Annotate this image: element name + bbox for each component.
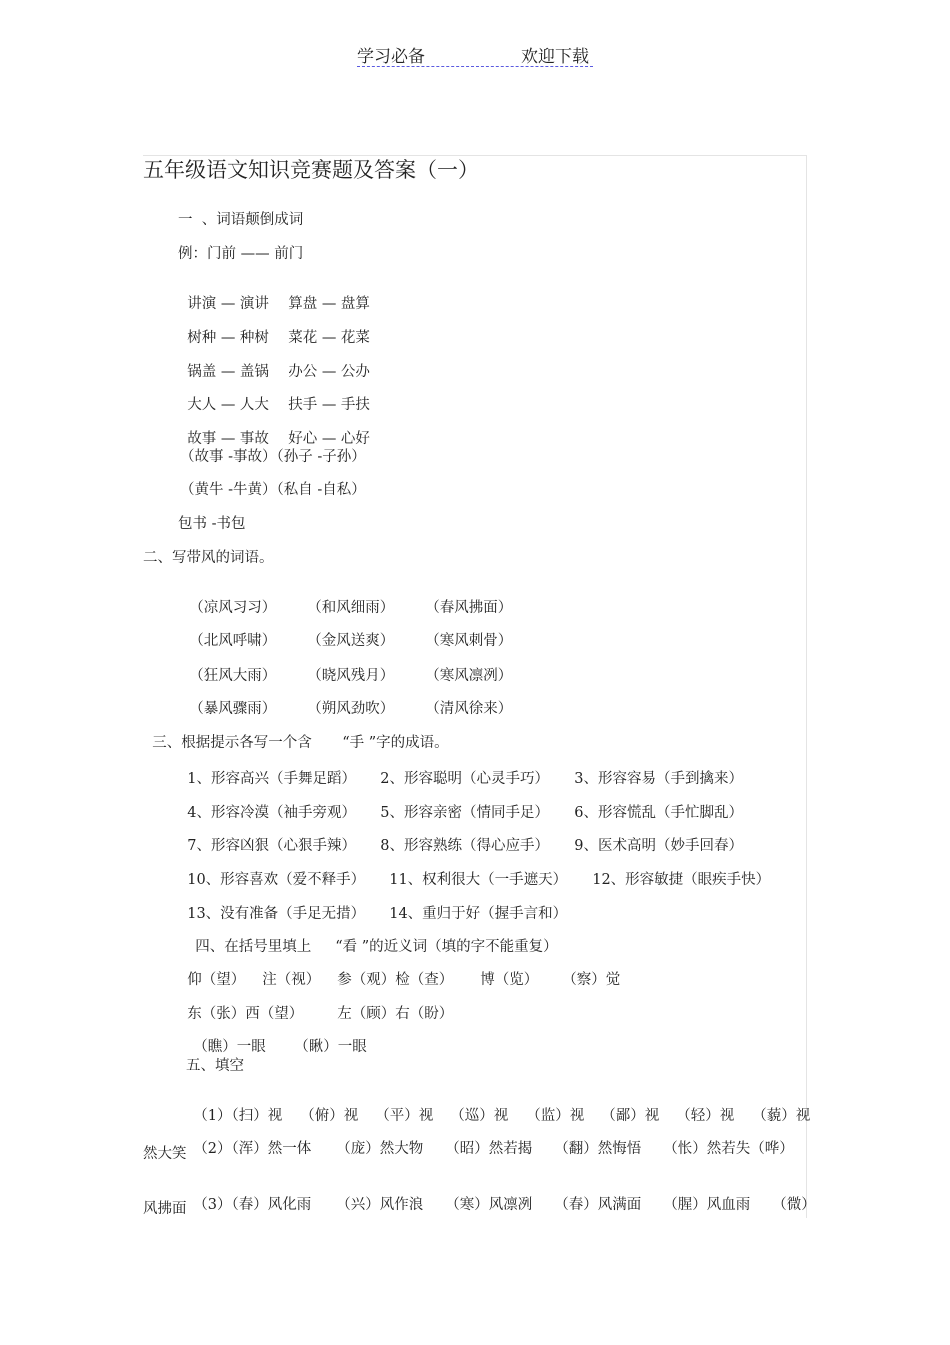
section2-row	[180, 580, 512, 617]
header-right-text: 欢迎下载	[521, 47, 589, 67]
fill-item: （2）（浑）然一体	[193, 1141, 312, 1157]
word-pair: 讲演 — 演讲	[187, 296, 269, 312]
section3-heading-a: 三、根据提示各写一个含	[152, 735, 312, 751]
section3-row	[178, 751, 743, 788]
answer-item: 注（视）	[262, 972, 321, 988]
section5-row	[184, 1121, 794, 1158]
idiom-item: 5、形容亲密（情同手足）	[380, 805, 549, 821]
section3-heading-b: “手 ”字的成语。	[342, 735, 449, 751]
section1-row	[178, 276, 370, 313]
phrase: （寒风刺骨）	[425, 633, 513, 649]
phrase: （晓风残月）	[307, 668, 395, 684]
phrase: （北风呼啸）	[189, 633, 277, 649]
fill-item: （腥）风血雨	[663, 1197, 751, 1213]
word-pair: 锅盖 — 盖锅	[187, 364, 269, 380]
idiom-item: 12、形容敏捷（眼疾手快）	[592, 872, 771, 888]
section3-row	[178, 818, 743, 855]
word-pair: 扶手 — 手扶	[288, 397, 370, 413]
fill-item: （微）	[772, 1197, 816, 1213]
section1-pair-line: （故事 -事故）（孙子 -子孙）	[180, 449, 366, 465]
fill-item: （兴）风作浪	[336, 1197, 424, 1213]
section5-row	[184, 1088, 810, 1125]
idiom-item: 2、形容聪明（心灵手巧）	[380, 771, 549, 787]
fill-item: （昭）然若揭	[445, 1141, 533, 1157]
fill-item: （春）风满面	[554, 1197, 642, 1213]
fill-item: （鄙）视	[601, 1108, 660, 1124]
answer-item: 东（张）西（望）	[187, 1006, 304, 1022]
section1-example: 例：门前 —— 前门	[178, 246, 304, 262]
answer-item: 参（观）检（查）	[337, 972, 454, 988]
idiom-item: 14、重归于好（握手言和）	[389, 906, 568, 922]
section4-row	[178, 952, 620, 989]
section5-wrap: 风拂面	[143, 1201, 187, 1217]
section1-row	[178, 411, 370, 448]
section3-row	[178, 785, 743, 822]
phrase: （狂风大雨）	[189, 668, 277, 684]
section5-wrap: 然大笑	[143, 1146, 187, 1162]
word-pair: 办公 — 公办	[288, 364, 370, 380]
idiom-item: 9、医术高明（妙手回春）	[574, 838, 743, 854]
phrase: （凉风习习）	[189, 600, 277, 616]
section4-heading-a: 四、在括号里填上	[195, 939, 312, 955]
page-header	[357, 40, 593, 67]
idiom-item: 4、形容冷漠（袖手旁观）	[187, 805, 356, 821]
document-title: 五年级语文知识竞赛题及答案（一）	[143, 158, 479, 182]
section5-heading: 五、填空	[186, 1058, 244, 1074]
fill-item: （3）（春）风化雨	[193, 1197, 312, 1213]
answer-item: 博（览）	[480, 972, 539, 988]
idiom-item: 3、形容容易（手到擒来）	[574, 771, 743, 787]
fill-item: （寒）风凛冽	[445, 1197, 533, 1213]
fill-item: （1）（扫）视	[193, 1108, 283, 1124]
section3-heading	[143, 715, 449, 752]
fill-item: （藐）视	[752, 1108, 811, 1124]
section1-row	[178, 310, 370, 347]
fill-item: （俯）视	[300, 1108, 359, 1124]
phrase: （寒风凛冽）	[425, 668, 513, 684]
idiom-item: 11、权利很大（一手遮天）	[389, 872, 568, 888]
phrase: （金风送爽）	[307, 633, 395, 649]
idiom-item: 10、形容喜欢（爱不释手）	[187, 872, 366, 888]
answer-item: 左（顾）右（盼）	[337, 1006, 454, 1022]
word-pair: 大人 — 人大	[187, 397, 269, 413]
fill-item: （庞）然大物	[336, 1141, 424, 1157]
answer-item: （瞧）一眼	[193, 1039, 266, 1055]
section4-heading	[186, 919, 558, 956]
section4-heading-b: “看 ”的近义词（填的字不能重复）	[335, 939, 558, 955]
section2-row	[180, 613, 512, 650]
section5-row	[184, 1177, 816, 1214]
section4-row	[178, 986, 453, 1023]
idiom-item: 1、形容高兴（手舞足蹈）	[187, 771, 356, 787]
word-pair: 故事 — 事故	[187, 431, 269, 447]
answer-item: 仰（望）	[187, 972, 246, 988]
phrase: （春风拂面）	[425, 600, 513, 616]
fill-item: （怅）然若失（哗）	[663, 1141, 794, 1157]
fill-item: （翻）然悔悟	[554, 1141, 642, 1157]
idiom-item: 8、形容熟练（得心应手）	[380, 838, 549, 854]
section2-row	[180, 681, 512, 718]
idiom-item: 13、没有准备（手足无措）	[187, 906, 366, 922]
idiom-item: 6、形容慌乱（手忙脚乱）	[574, 805, 743, 821]
word-pair: 好心 — 心好	[288, 431, 370, 447]
section1-pair-line: （黄牛 -牛黄）（私自 -自私）	[180, 482, 366, 498]
section2-heading: 二、写带风的词语。	[143, 550, 274, 566]
section4-row	[184, 1019, 367, 1056]
phrase: （朔风劲吹）	[307, 701, 395, 717]
answer-item: （察）觉	[562, 972, 621, 988]
section1-row	[178, 344, 370, 381]
phrase: （清风徐来）	[425, 701, 513, 717]
header-left-text: 学习必备	[357, 47, 425, 67]
section1-heading: 一 、词语颠倒成词	[178, 212, 304, 228]
idiom-item: 7、形容凶狠（心狠手辣）	[187, 838, 356, 854]
section1-pair-line: 包书 -书包	[178, 516, 246, 532]
word-pair: 菜花 — 花菜	[288, 330, 370, 346]
phrase: （和风细雨）	[307, 600, 395, 616]
answer-item: （瞅）一眼	[294, 1039, 367, 1055]
section1-row	[178, 377, 370, 414]
section3-row	[178, 886, 567, 923]
fill-item: （巡）视	[450, 1108, 509, 1124]
section3-row	[178, 852, 770, 889]
fill-item: （平）视	[375, 1108, 434, 1124]
word-pair: 算盘 — 盘算	[288, 296, 370, 312]
fill-item: （轻）视	[676, 1108, 735, 1124]
section2-row	[180, 648, 512, 685]
phrase: （暴风骤雨）	[189, 701, 277, 717]
word-pair: 树种 — 种树	[187, 330, 269, 346]
fill-item: （监）视	[526, 1108, 585, 1124]
